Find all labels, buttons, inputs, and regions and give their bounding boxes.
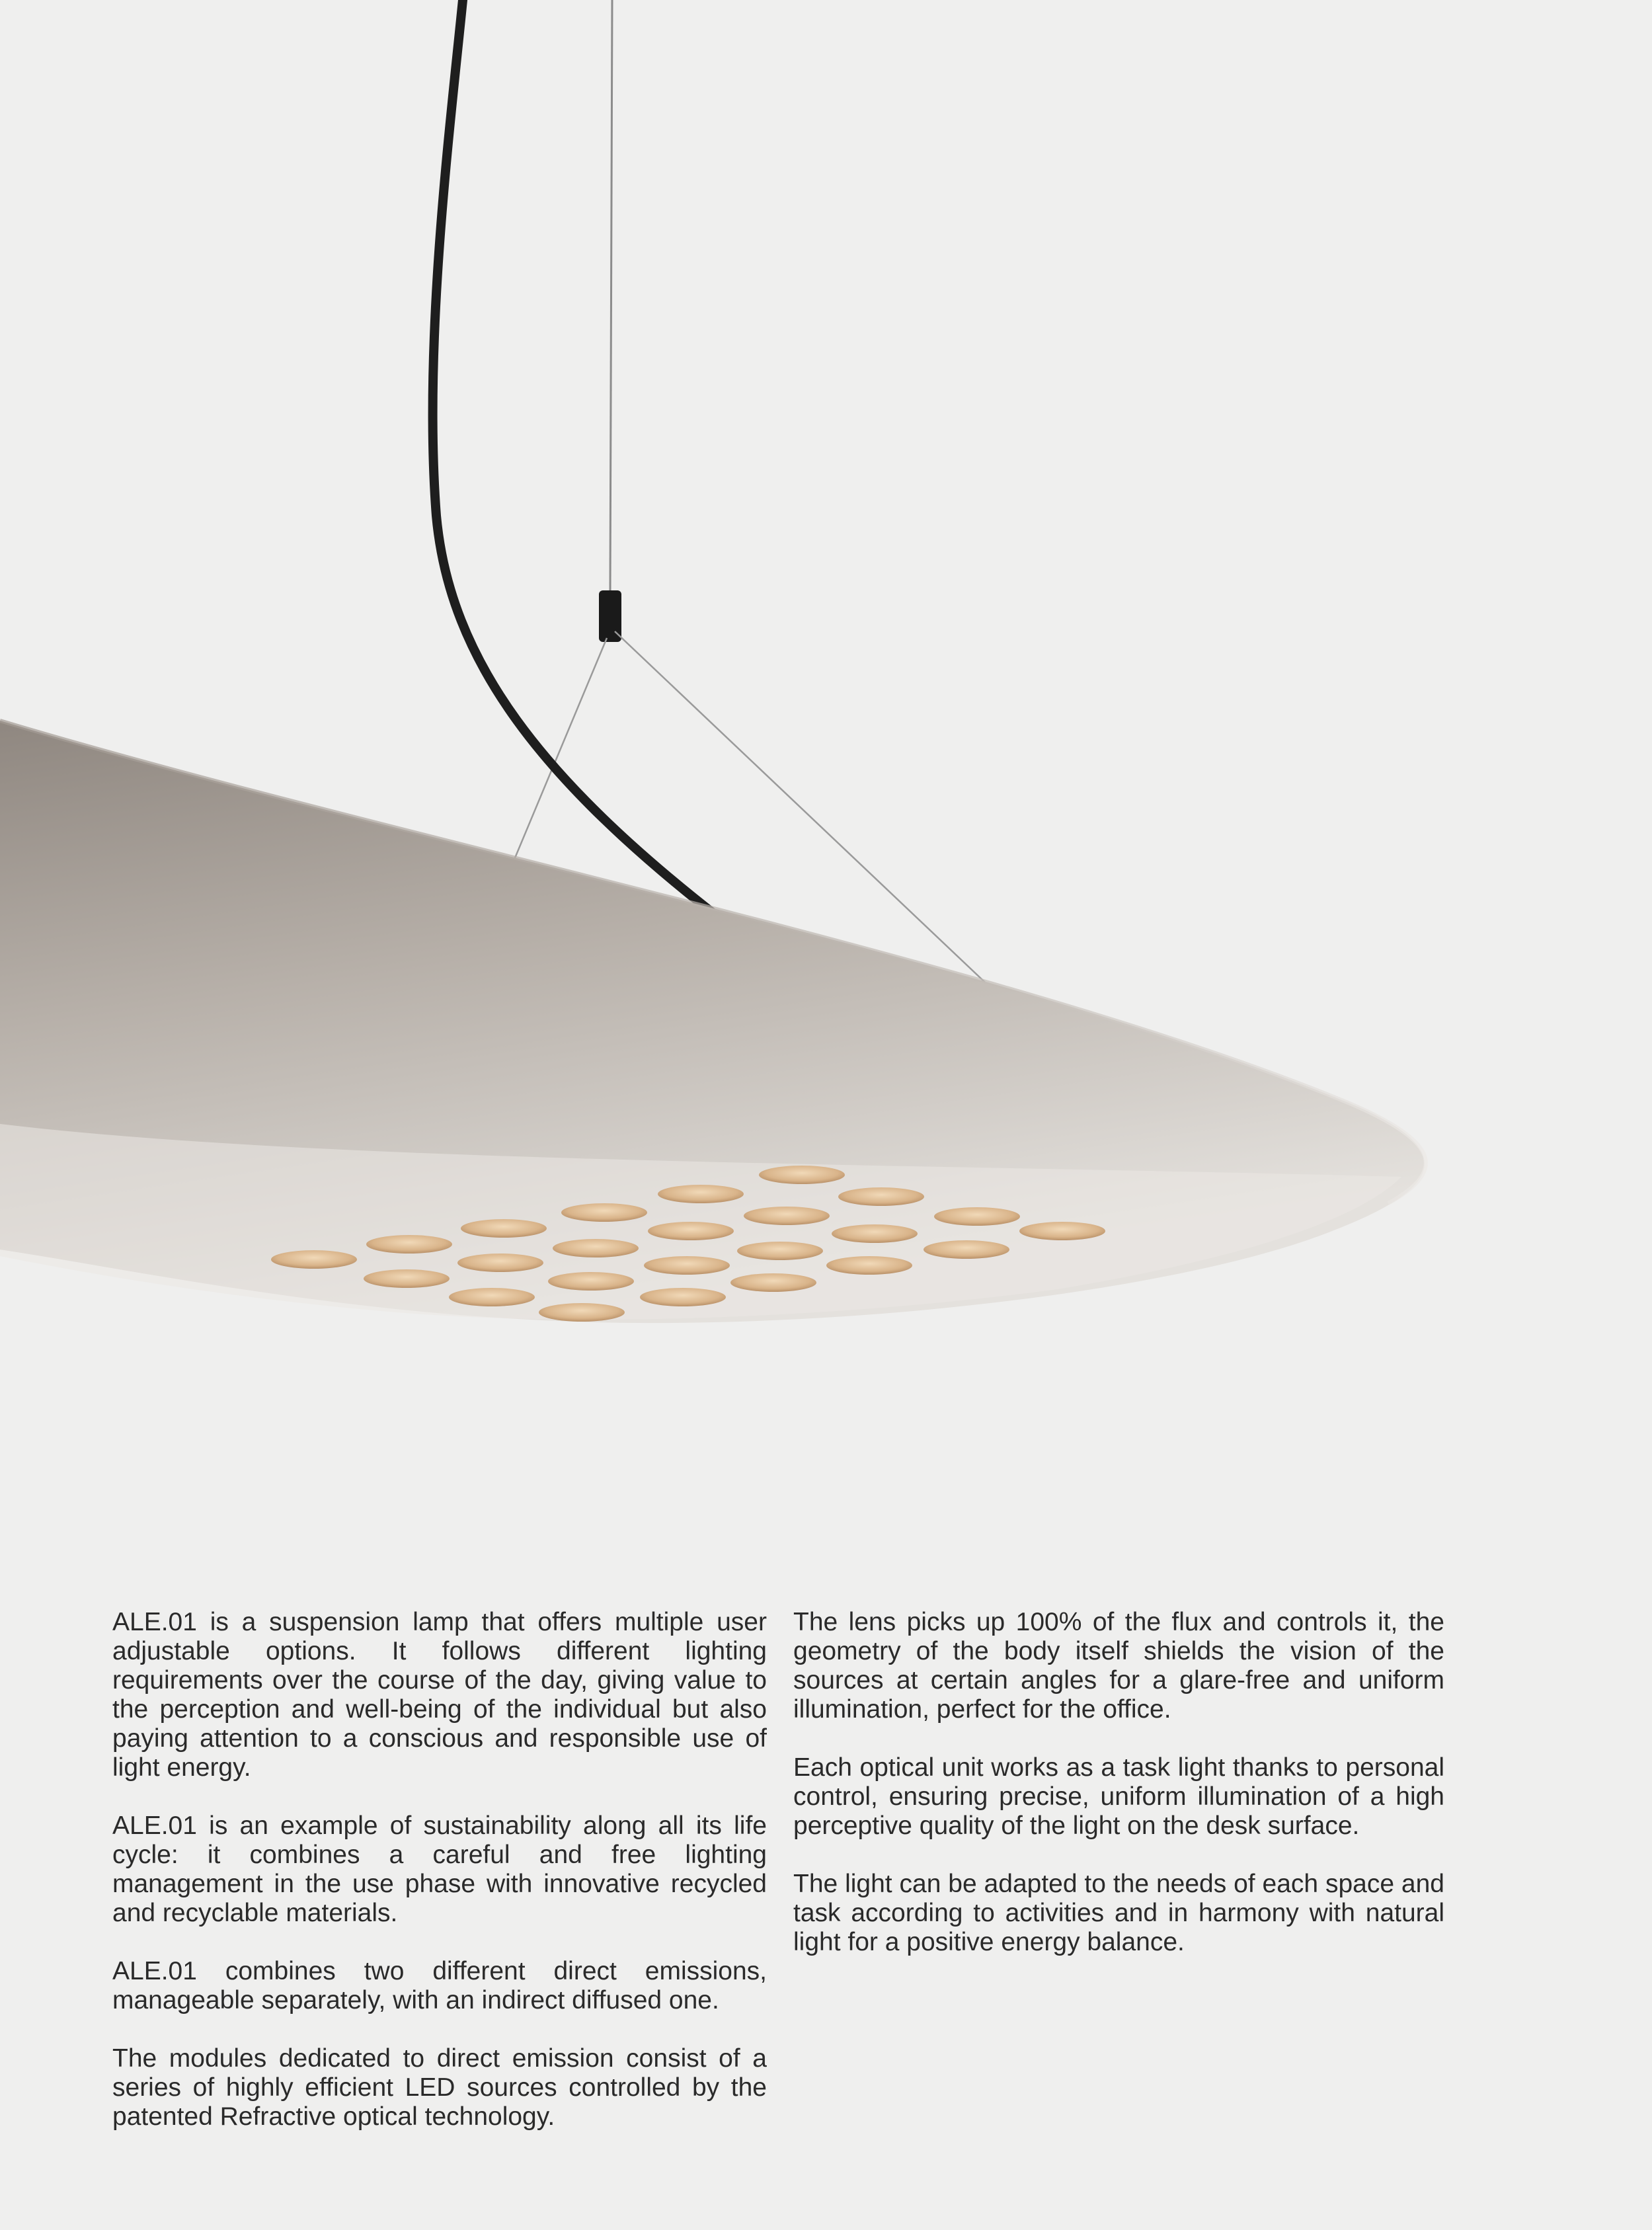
text-column-right [793, 1608, 1444, 1986]
paragraph-lens: The lens picks up 100% of the flux and controls it, the geometry of the body itself shields the vision of the sources at certain angles for a glare-free and uniform illumination, perfect for the office. [793, 1608, 1444, 1724]
paragraph-adaptation: The light can be adapted to the needs of each space and task according to activities and in harmony with natural light for a positive energy balance. [793, 1870, 1444, 1956]
paragraph-sustainability: ALE.01 is an example of sustainability along all its life cycle: it combines a careful and free lighting management in the use phase with innovative recycled and recyclable materials. [112, 1812, 767, 1927]
paragraph-intro: ALE.01 is a suspension lamp that offers multiple user adjustable options. It follows different lighting requirements over the course of the day, giving value to the perception and well-being of the individual but also paying attention to a conscious and responsible use of light energy. [112, 1608, 767, 1782]
paragraph-emissions: ALE.01 combines two different direct emissions, manageable separately, with an indirect diffused one. [112, 1957, 767, 2014]
paragraph-optical-unit: Each optical unit works as a task light thanks to personal control, ensuring precise, uniform illumination of a high perceptive quality of the light on the desk surface. [793, 1753, 1444, 1840]
paragraph-modules: The modules dedicated to direct emission consist of a series of highly efficient LED sources controlled by the patented Refractive optical technology. [112, 2044, 767, 2131]
text-column-left [112, 1608, 767, 2161]
